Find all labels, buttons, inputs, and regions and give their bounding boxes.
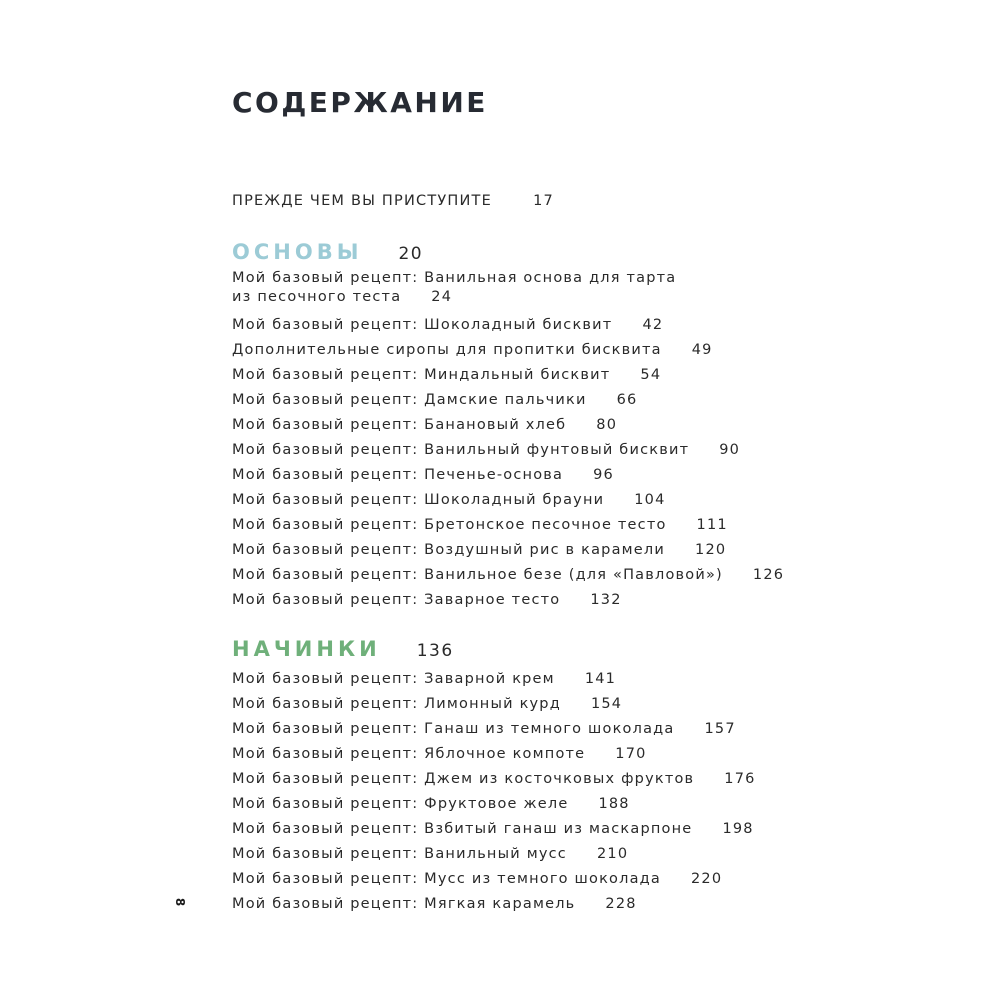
toc-entry[interactable] <box>232 511 932 536</box>
toc-entry-page-number: 228 <box>605 896 637 912</box>
toc-section-osnovy <box>232 240 932 611</box>
toc-entry[interactable] <box>232 715 932 740</box>
toc-intro-page-number: 17 <box>533 193 554 209</box>
toc-entry-page-number: 54 <box>640 367 662 383</box>
toc-entry-title: Мой базовый рецепт: Лимонный курд <box>232 696 561 712</box>
toc-entry-page-number: 120 <box>695 542 727 558</box>
toc-entry-page-number: 96 <box>593 467 614 483</box>
section-page-number: 136 <box>416 641 454 661</box>
toc-entry-page-number: 132 <box>590 592 622 608</box>
toc-entry-page-number: 49 <box>691 342 713 358</box>
toc-entry[interactable] <box>232 815 932 840</box>
toc-entry-title: Мой базовый рецепт: Ванильный мусс <box>232 846 567 862</box>
toc-entry[interactable] <box>232 690 932 715</box>
toc-entry-list <box>232 665 932 915</box>
toc-entry[interactable] <box>232 665 932 690</box>
toc-entry[interactable] <box>232 361 932 386</box>
toc-entry[interactable] <box>232 840 932 865</box>
toc-entry[interactable] <box>232 386 932 411</box>
toc-entry-page-number: 170 <box>615 746 647 762</box>
toc-entry-title: Мой базовый рецепт: Ганаш из темного шоколада <box>232 721 675 737</box>
toc-entry-list <box>232 268 932 611</box>
toc-entry-title: Мой базовый рецепт: Шоколадный брауни <box>232 492 605 508</box>
toc-entry-title: Мой базовый рецепт: Мягкая карамель <box>232 896 576 912</box>
toc-entry[interactable] <box>232 890 932 915</box>
toc-entry-title: Мой базовый рецепт: Яблочное компоте <box>232 746 586 762</box>
toc-entry-title: Мой базовый рецепт: Миндальный бисквит <box>232 367 611 383</box>
section-title: ОСНОВЫ <box>232 240 363 264</box>
section-title: НАЧИНКИ <box>232 637 381 661</box>
toc-entry-title: Мой базовый рецепт: Заварное тесто <box>232 592 561 608</box>
toc-entry-title: Мой базовый рецепт: Бретонское песочное тесто <box>232 517 667 533</box>
toc-entry[interactable] <box>232 536 932 561</box>
toc-entry-page-number: 104 <box>634 492 666 508</box>
toc-section-heading[interactable] <box>232 637 932 665</box>
toc-entry-page-number: 141 <box>584 671 617 687</box>
toc-entry-page-number: 111 <box>696 517 728 533</box>
toc-entry-page-number: 24 <box>431 289 453 305</box>
toc-entry-page-number: 80 <box>596 417 618 433</box>
toc-entry-title: Мой базовый рецепт: Джем из косточковых фруктов <box>232 771 695 787</box>
toc-section-heading[interactable] <box>232 240 932 268</box>
toc-entry[interactable] <box>232 586 932 611</box>
toc-entry[interactable] <box>232 765 932 790</box>
toc-entry-page-number: 157 <box>704 721 736 737</box>
toc-entry-page-number: 66 <box>616 392 638 408</box>
toc-entry-page-number: 126 <box>752 567 785 583</box>
toc-entry-title: Мой базовый рецепт: Ванильная основа для тарта <box>232 270 677 286</box>
toc-section-nachinki <box>232 637 932 915</box>
toc-entry-title: Мой базовый рецепт: Ванильное безе (для «Павловой») <box>232 567 723 583</box>
toc-entry-title-continued: из песочного теста <box>232 289 402 305</box>
section-page-number: 20 <box>398 244 424 264</box>
toc-entry[interactable] <box>232 411 932 436</box>
toc-entry-page-number: 42 <box>642 317 664 333</box>
toc-entry[interactable] <box>232 461 932 486</box>
toc-entry[interactable] <box>232 561 932 586</box>
toc-entry-title: Мой базовый рецепт: Взбитый ганаш из маскарпоне <box>232 821 693 837</box>
toc-entry-page-number: 154 <box>590 696 623 712</box>
toc-entry-title: Мой базовый рецепт: Печенье-основа <box>232 467 564 483</box>
toc-entry-page-number: 198 <box>722 821 754 837</box>
toc-entry[interactable] <box>232 790 932 815</box>
toc-entry-page-number: 176 <box>724 771 756 787</box>
toc-entry[interactable] <box>232 740 932 765</box>
toc-entry[interactable] <box>232 486 932 511</box>
toc-intro-label: ПРЕЖДЕ ЧЕМ ВЫ ПРИСТУПИТЕ <box>232 193 492 209</box>
toc-entry-title: Мой базовый рецепт: Фруктовое желе <box>232 796 569 812</box>
toc-entry[interactable] <box>232 436 932 461</box>
toc-entry-title: Мой базовый рецепт: Мусс из темного шоколада <box>232 871 661 887</box>
toc-entry-page-number: 188 <box>598 796 630 812</box>
toc-entry-page-number: 210 <box>596 846 629 862</box>
toc-entry-page-number: 220 <box>690 871 723 887</box>
toc-entry-page-number: 90 <box>719 442 741 458</box>
toc-entry-title: Дополнительные сиропы для пропитки бисквита <box>232 342 662 358</box>
toc-entry-title: Мой базовый рецепт: Шоколадный бисквит <box>232 317 613 333</box>
toc-entry[interactable] <box>232 311 932 336</box>
toc-entry-title: Мой базовый рецепт: Заварной крем <box>232 671 555 687</box>
toc-entry-title: Мой базовый рецепт: Дамские пальчики <box>232 392 587 408</box>
toc-entry-title: Мой базовый рецепт: Воздушный рис в карамели <box>232 542 666 558</box>
toc-entry[interactable] <box>232 268 932 311</box>
toc-entry-title: Мой базовый рецепт: Ванильный фунтовый бисквит <box>232 442 690 458</box>
page-number: 8 <box>173 897 188 907</box>
toc-entry-title: Мой базовый рецепт: Банановый хлеб <box>232 417 567 433</box>
page-title: СОДЕРЖАНИЕ <box>232 86 488 119</box>
toc-intro-entry[interactable] <box>232 190 554 209</box>
toc-entry[interactable] <box>232 865 932 890</box>
toc-entry[interactable] <box>232 336 932 361</box>
